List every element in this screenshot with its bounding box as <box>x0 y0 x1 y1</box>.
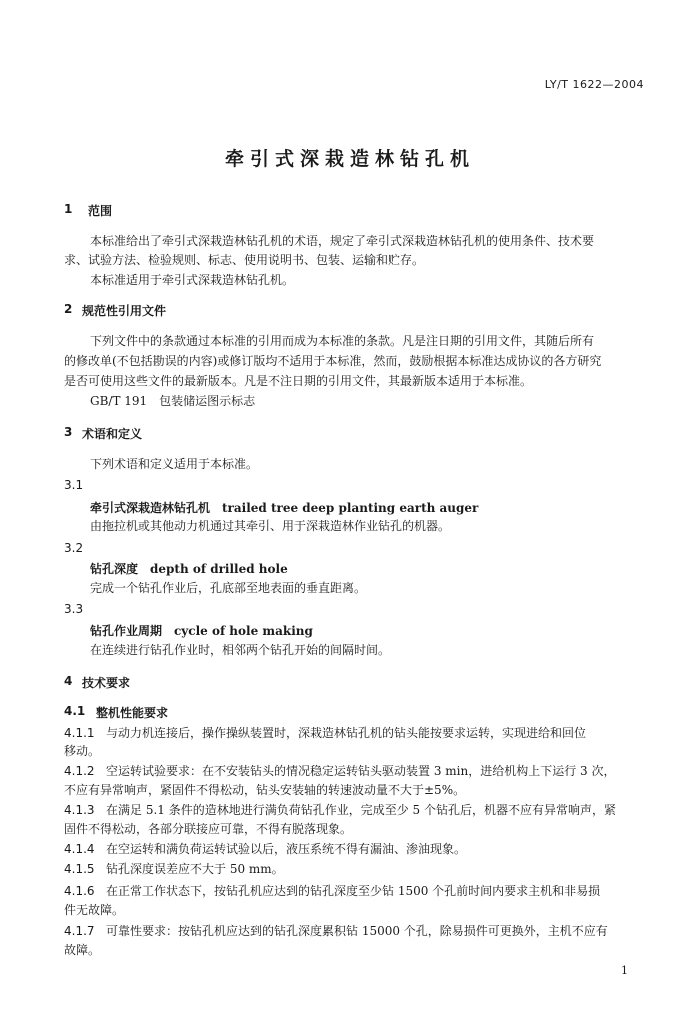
document-title: 牵引式深栽造林钻孔机 <box>224 148 475 170</box>
clause-text: 固件不得松动，各部分联接应可靠，不得有脱落现象。 <box>64 822 353 836</box>
section-3-title: 术语和定义 <box>82 427 143 441</box>
section-4-number: 4 <box>64 674 73 688</box>
section-1-number: 1 <box>64 202 73 216</box>
clause-number: 4.1.3 <box>64 803 95 817</box>
term-number: 3.3 <box>64 602 84 616</box>
clause-text: 件无故障。 <box>64 903 125 917</box>
normative-reference: GB/T 191 包装储运图示标志 <box>90 394 256 408</box>
clause-text: 空运转试验要求：在不安装钻头的情况稳定运转钻头驱动装置 3 min，进给机构上下运行 3 次， <box>106 764 616 778</box>
section-2-title: 规范性引用文件 <box>82 304 167 318</box>
clause-text: 可靠性要求：按钻孔机应达到的钻孔深度累积钻 15000 个孔，除易损件可更换外，主机不应有 <box>106 924 608 938</box>
clause-number: 4.1.4 <box>64 842 95 856</box>
term-heading: 钻孔作业周期 cycle of hole making <box>90 624 313 638</box>
clause-text: 在正常工作状态下，按钻孔机应达到的钻孔深度至少钻 1500 个孔前时间内要求主机和非易损 <box>106 884 601 898</box>
clause-number: 4.1.5 <box>64 862 95 876</box>
clause-text: 不应有异常响声，紧固件不得松动，钻头安装轴的转速波动量不大于±5%。 <box>64 783 466 797</box>
s1-paragraph-line: 求、试验方法、检验规则、标志、使用说明书、包装、运输和贮存。 <box>64 253 425 267</box>
clause-text: 在空运转和满负荷运转试验以后，液压系统不得有漏油、渗油现象。 <box>106 842 467 856</box>
clause-number: 4.1.2 <box>64 764 95 778</box>
clause-text: 钻孔深度误差应不大于 50 mm。 <box>106 862 284 876</box>
section-3-number: 3 <box>64 425 73 439</box>
s1-paragraph-line: 本标准适用于牵引式深栽造林钻孔机。 <box>90 273 295 287</box>
clause-number: 4.1.6 <box>64 884 95 898</box>
term-definition: 在连续进行钻孔作业时，相邻两个钻孔开始的间隔时间。 <box>90 643 391 657</box>
s2-paragraph-line: 下列文件中的条款通过本标准的引用而成为本标准的条款。凡是注日期的引用文件，其随后所有 <box>90 334 595 348</box>
clause-text: 移动。 <box>64 744 101 758</box>
subsection-title: 整机性能要求 <box>96 706 169 720</box>
section-2-number: 2 <box>64 302 73 316</box>
standard-number: LY/T 1622—2004 <box>544 78 644 91</box>
section-1-title: 范围 <box>88 204 113 218</box>
clause-text: 故障。 <box>64 943 101 957</box>
s2-paragraph-line: 的修改单(不包括勘误的内容)或修订版均不适用于本标准，然而，鼓励根据本标准达成协议的各方研究 <box>64 354 602 368</box>
s3-intro: 下列术语和定义适用于本标准。 <box>90 457 259 471</box>
clause-number: 4.1.1 <box>64 726 95 740</box>
clause-number: 4.1.7 <box>64 924 95 938</box>
term-heading: 钻孔深度 depth of drilled hole <box>90 562 288 576</box>
clause-text: 在满足 5.1 条件的造林地进行满负荷钻孔作业，完成至少 5 个钻孔后，机器不应有异常响声，紧 <box>106 803 616 817</box>
term-number: 3.2 <box>64 541 84 555</box>
page-number: 1 <box>621 964 628 977</box>
term-definition: 完成一个钻孔作业后，孔底部至地表面的垂直距离。 <box>90 581 367 595</box>
section-4-title: 技术要求 <box>82 676 131 690</box>
clause-text: 与动力机连接后，操作操纵装置时，深栽造林钻孔机的钻头能按要求运转，实现进给和回位 <box>106 726 587 740</box>
term-heading: 牵引式深栽造林钻孔机 trailed tree deep planting earth auger <box>90 501 479 515</box>
subsection-number: 4.1 <box>64 704 86 718</box>
s1-paragraph-line: 本标准给出了牵引式深栽造林钻孔机的术语，规定了牵引式深栽造林钻孔机的使用条件、技术要 <box>90 234 595 248</box>
term-number: 3.1 <box>64 478 84 492</box>
term-definition: 由拖拉机或其他动力机通过其牵引、用于深栽造林作业钻孔的机器。 <box>90 519 451 533</box>
s2-paragraph-line: 是否可使用这些文件的最新版本。凡是不注日期的引用文件，其最新版本适用于本标准。 <box>64 374 533 388</box>
